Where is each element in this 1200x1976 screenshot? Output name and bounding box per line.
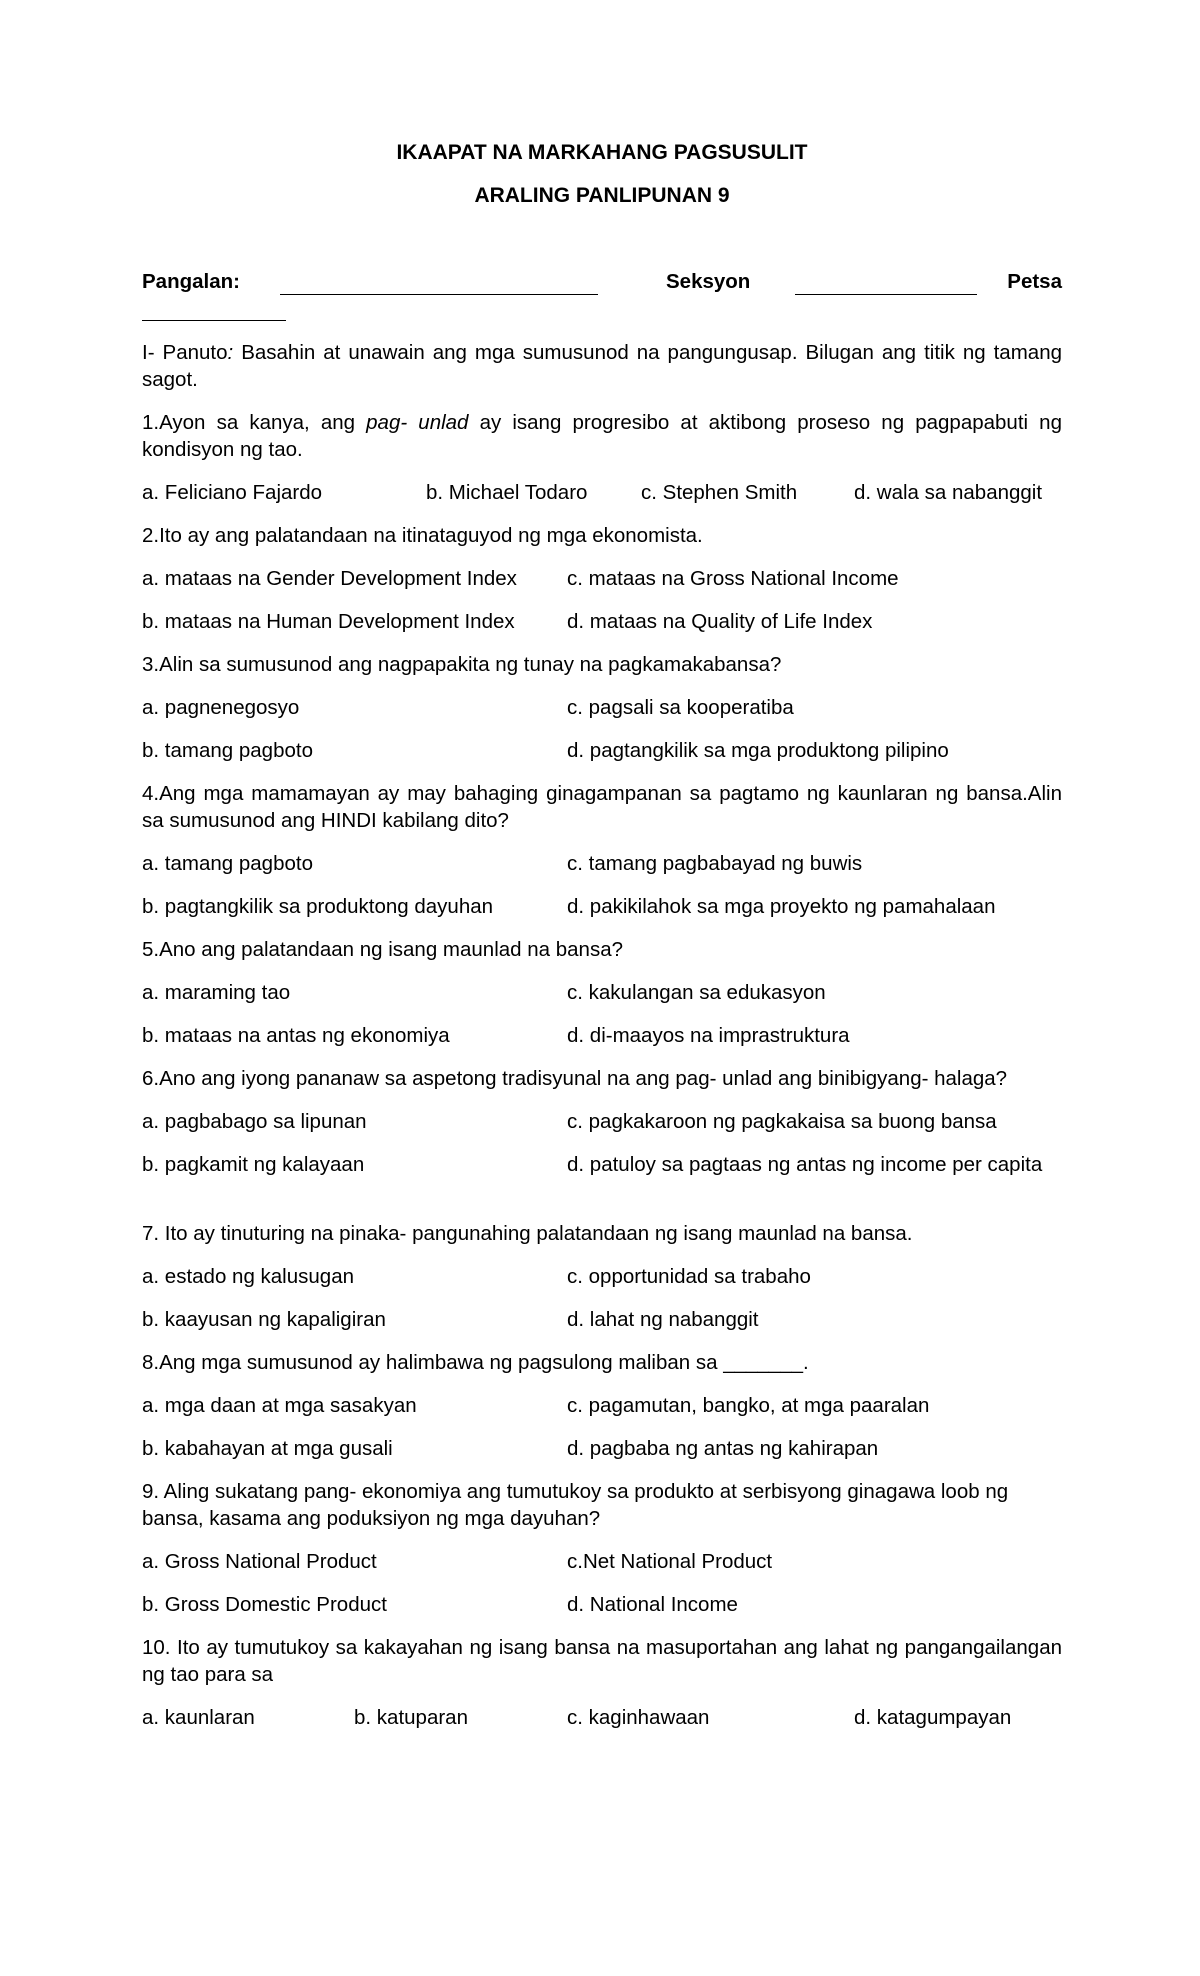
instructions-text: Basahin at unawain ang mga sumusunod na pangungusap. Bilugan ang titik ng tamang sagot. <box>142 341 1062 391</box>
question-5-stem: 5.Ano ang palatandaan ng isang maunlad na bansa? <box>142 938 624 961</box>
question-4-option-a[interactable]: a. tamang pagboto <box>142 852 313 875</box>
exam-title: IKAAPAT NA MARKAHANG PAGSUSULIT <box>396 141 808 164</box>
question-7-option-a[interactable]: a. estado ng kalusugan <box>142 1265 354 1288</box>
question-1-option-b[interactable]: b. Michael Todaro <box>426 481 588 504</box>
question-9-stem: 9. Aling sukatang pang- ekonomiya ang tumutukoy sa produkto at serbisyong ginagawa loob ng bansa, kasama ang poduksiyon ng mga dayuhan? <box>142 1480 1009 1530</box>
question-3-option-b[interactable]: b. tamang pagboto <box>142 739 313 762</box>
question-2-option-c[interactable]: c. mataas na Gross National Income <box>567 567 899 590</box>
question-1-option-a[interactable]: a. Feliciano Fajardo <box>142 481 323 504</box>
question-10-option-c[interactable]: c. kaginhawaan <box>567 1706 710 1729</box>
question-8-option-a[interactable]: a. mga daan at mga sasakyan <box>142 1394 417 1417</box>
question-10-option-b[interactable]: b. katuparan <box>354 1706 468 1729</box>
question-8-stem: 8.Ang mga sumusunod ay halimbawa ng pagsulong maliban sa _______. <box>142 1351 809 1374</box>
question-1-stem <box>142 409 1062 463</box>
question-1-option-c[interactable]: c. Stephen Smith <box>641 481 798 504</box>
question-7-stem: 7. Ito ay tinuturing na pinaka- pangunahing palatandaan ng isang maunlad na bansa. <box>142 1222 913 1245</box>
question-9-option-d[interactable]: d. National Income <box>567 1593 738 1616</box>
question-6-option-c[interactable]: c. pagkakaroon ng pagkakaisa sa buong bansa <box>567 1110 997 1133</box>
name-label: Pangalan: <box>142 270 240 293</box>
question-2-option-b[interactable]: b. mataas na Human Development Index <box>142 610 515 633</box>
instructions-colon: : <box>227 341 234 364</box>
student-info-line <box>142 268 1062 328</box>
question-7-option-d[interactable]: d. lahat ng nabanggit <box>567 1308 759 1331</box>
question-9-option-a[interactable]: a. Gross National Product <box>142 1550 377 1573</box>
question-6-stem: 6.Ano ang iyong pananaw sa aspetong tradisyunal na ang pag- unlad ang binibigyang- halaga? <box>142 1067 1008 1090</box>
instructions <box>142 339 1062 393</box>
question-7-option-c[interactable]: c. opportunidad sa trabaho <box>567 1265 811 1288</box>
instructions-label: I- Panuto <box>142 341 228 364</box>
question-7-option-b[interactable]: b. kaayusan ng kapaligiran <box>142 1308 386 1331</box>
question-3-option-a[interactable]: a. pagnenegosyo <box>142 696 300 719</box>
section-blank[interactable] <box>795 294 977 295</box>
question-5-option-d[interactable]: d. di-maayos na imprastruktura <box>567 1024 850 1047</box>
question-10-option-d[interactable]: d. katagumpayan <box>854 1706 1012 1729</box>
question-3-option-d[interactable]: d. pagtangkilik sa mga produktong pilipino <box>567 739 949 762</box>
question-4-option-b[interactable]: b. pagtangkilik sa produktong dayuhan <box>142 895 494 918</box>
question-4-stem: 4.Ang mga mamamayan ay may bahaging ginagampanan sa pagtamo ng kaunlaran ng bansa.Alin sa sumusunod ang HINDI kabilang dito? <box>142 782 1062 832</box>
section-label: Seksyon <box>666 270 751 293</box>
question-5-option-c[interactable]: c. kakulangan sa edukasyon <box>567 981 826 1004</box>
question-2-option-d[interactable]: d. mataas na Quality of Life Index <box>567 610 873 633</box>
question-9-option-c[interactable]: c.Net National Product <box>567 1550 773 1573</box>
question-8-option-b[interactable]: b. kabahayan at mga gusali <box>142 1437 393 1460</box>
question-1-stem-pre: 1.Ayon sa kanya, ang <box>142 411 367 434</box>
question-5-option-a[interactable]: a. maraming tao <box>142 981 291 1004</box>
date-label: Petsa <box>1007 270 1062 293</box>
question-8-option-c[interactable]: c. pagamutan, bangko, at mga paaralan <box>567 1394 930 1417</box>
question-6-option-a[interactable]: a. pagbabago sa lipunan <box>142 1110 367 1133</box>
question-1-stem-emphasis: pag- unlad <box>366 411 469 434</box>
question-6-option-b[interactable]: b. pagkamit ng kalayaan <box>142 1153 365 1176</box>
question-3-option-c[interactable]: c. pagsali sa kooperatiba <box>567 696 794 719</box>
question-9-option-b[interactable]: b. Gross Domestic Product <box>142 1593 387 1616</box>
question-5-option-b[interactable]: b. mataas na antas ng ekonomiya <box>142 1024 450 1047</box>
question-4-option-d[interactable]: d. pakikilahok sa mga proyekto ng pamahalaan <box>567 895 996 918</box>
question-1-stem-post: ay isang progresibo at aktibong proseso ng pagpapabuti ng kondisyon ng tao. <box>142 411 1062 461</box>
question-4-option-c[interactable]: c. tamang pagbabayad ng buwis <box>567 852 863 875</box>
name-blank[interactable] <box>280 294 598 295</box>
question-10-stem: 10. Ito ay tumutukoy sa kakayahan ng isang bansa na masuportahan ang lahat ng pangangailangan ng tao para sa <box>142 1636 1062 1686</box>
question-2-option-a[interactable]: a. mataas na Gender Development Index <box>142 567 517 590</box>
exam-subtitle: ARALING PANLIPUNAN 9 <box>474 184 730 207</box>
question-10-option-a[interactable]: a. kaunlaran <box>142 1706 255 1729</box>
question-3-stem: 3.Alin sa sumusunod ang nagpapakita ng tunay na pagkamakabansa? <box>142 653 782 676</box>
question-1-option-d[interactable]: d. wala sa nabanggit <box>854 481 1043 504</box>
question-8-option-d[interactable]: d. pagbaba ng antas ng kahirapan <box>567 1437 879 1460</box>
date-blank[interactable] <box>142 320 286 321</box>
question-6-option-d[interactable]: d. patuloy sa pagtaas ng antas ng income per capita <box>567 1153 1043 1176</box>
question-2-stem: 2.Ito ay ang palatandaan na itinataguyod ng mga ekonomista. <box>142 524 703 547</box>
